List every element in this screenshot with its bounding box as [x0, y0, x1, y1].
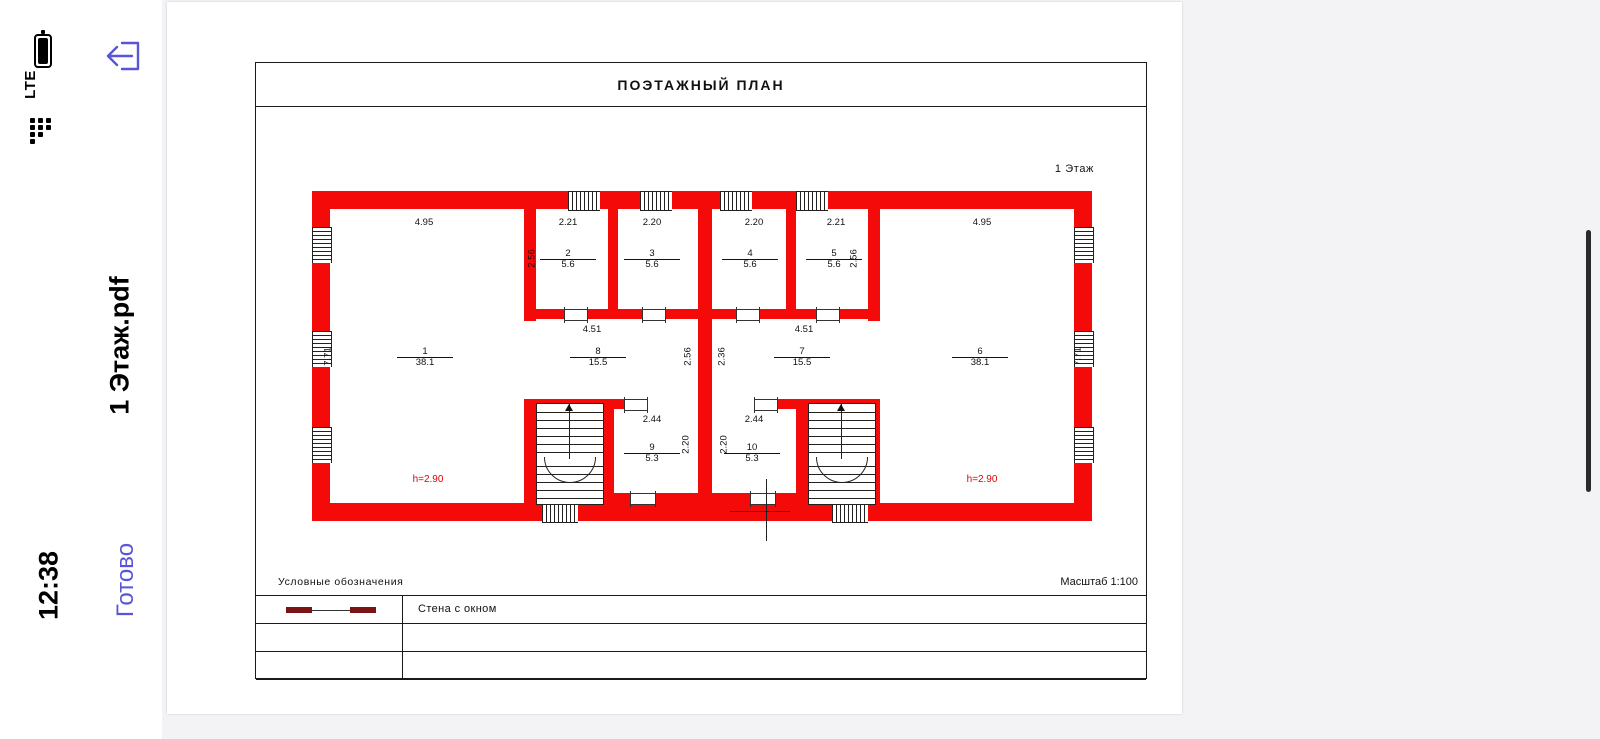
room-number: 7 [774, 347, 830, 358]
interior-wall [868, 191, 880, 321]
pdf-viewer[interactable] [162, 0, 1600, 739]
floor-label: 1 Этаж [1054, 163, 1094, 175]
entry-axis [766, 479, 767, 541]
left-rail [0, 0, 162, 739]
room-label [724, 443, 780, 464]
dimension-label: 7.71 [322, 347, 334, 366]
dimension-label: 2.44 [744, 414, 764, 425]
dimension-label: 2.20 [680, 435, 692, 454]
stair-axis [569, 403, 570, 459]
dimension-label: 2.21 [826, 217, 846, 228]
legend-caption: Условные обозначения [278, 576, 404, 588]
room-label [540, 249, 596, 270]
room-label [624, 443, 680, 464]
room-label [722, 249, 778, 270]
interior-wall [786, 191, 796, 309]
dimension-label: 2.56 [682, 347, 694, 366]
dimension-label: 4.95 [414, 217, 434, 228]
room-label [806, 249, 862, 270]
wall-with-window-symbol [286, 607, 376, 613]
interior-wall [608, 191, 618, 309]
room-area: 5.6 [743, 258, 757, 270]
dimension-label: 4.51 [794, 324, 814, 335]
legend-row [256, 596, 1146, 624]
dimension-label: 2.36 [716, 347, 728, 366]
window [1074, 227, 1094, 263]
door [754, 399, 778, 411]
stair-axis [841, 403, 842, 459]
legend-row-label: Стена с окном [418, 603, 497, 615]
room-number: 4 [722, 249, 778, 260]
dimension-label: 2.44 [642, 414, 662, 425]
window [832, 503, 868, 523]
door [750, 493, 776, 505]
door [624, 399, 648, 411]
interior-wall [698, 191, 712, 309]
room-area: 38.1 [415, 356, 435, 368]
legend-row [256, 624, 1146, 652]
staircase [808, 403, 876, 505]
interior-wall [614, 493, 698, 503]
window [720, 191, 752, 211]
dimension-label: 2.21 [558, 217, 578, 228]
room-area: 15.5 [792, 356, 812, 368]
interior-wall [524, 309, 698, 319]
dimension-label: 2.20 [744, 217, 764, 228]
window [796, 191, 828, 211]
room-number: 6 [952, 347, 1008, 358]
ceiling-height-label: h=2.90 [412, 474, 444, 485]
dimension-label: 4.95 [972, 217, 992, 228]
dimension-label: 2.20 [642, 217, 662, 228]
stair-direction-arrow [837, 404, 845, 411]
window [1074, 427, 1094, 463]
drawing-title: ПОЭТАЖНЫЙ ПЛАН [256, 63, 1146, 107]
room-area: 5.6 [561, 258, 575, 270]
room-area: 5.3 [645, 452, 659, 464]
done-button[interactable]: Готово [112, 542, 139, 618]
room-area: 5.6 [827, 258, 841, 270]
stair-direction-arrow [565, 404, 573, 411]
floor-plan-drawing [312, 191, 1092, 531]
room-area: 5.6 [645, 258, 659, 270]
room-area: 38.1 [970, 356, 990, 368]
ceiling-height-label: h=2.90 [966, 474, 998, 485]
dimension-label: 2.20 [718, 435, 730, 454]
room-number: 1 [397, 347, 453, 358]
back-arrow-icon[interactable] [100, 32, 148, 76]
door [816, 309, 840, 321]
room-number: 9 [624, 443, 680, 454]
document-title: 1 Этаж.pdf [104, 276, 135, 415]
room-number: 5 [806, 249, 862, 260]
room-label [397, 347, 453, 368]
door [564, 309, 588, 321]
legend-row [256, 652, 1146, 680]
window [542, 503, 578, 523]
room-area: 5.3 [745, 452, 759, 464]
window [312, 227, 332, 263]
staircase [536, 403, 604, 505]
dimension-label: 4.51 [582, 324, 602, 335]
scale-label: Масштаб 1:100 [1060, 576, 1138, 588]
interior-wall [524, 399, 536, 503]
window [640, 191, 672, 211]
room-number: 3 [624, 249, 680, 260]
room-label [624, 249, 680, 270]
window [312, 427, 332, 463]
network-type-label: LTE [21, 70, 39, 99]
room-area: 15.5 [588, 356, 608, 368]
room-number: 2 [540, 249, 596, 260]
vertical-scrollbar[interactable] [1586, 230, 1591, 492]
interior-wall [698, 309, 712, 521]
legend-table [256, 595, 1146, 680]
door [642, 309, 666, 321]
entry-axis [730, 511, 790, 512]
interior-wall [796, 399, 808, 503]
dimension-label: 2.56 [848, 249, 860, 268]
door [736, 309, 760, 321]
dimension-label: 7.71 [1072, 347, 1084, 366]
room-label [570, 347, 626, 368]
battery-icon [22, 30, 64, 72]
clock-label: 12:38 [33, 550, 64, 621]
room-number: 8 [570, 347, 626, 358]
window [568, 191, 600, 211]
room-number: 10 [724, 443, 780, 454]
pdf-page [167, 2, 1182, 714]
room-label [952, 347, 1008, 368]
door [630, 493, 656, 505]
room-label [774, 347, 830, 368]
drawing-frame [255, 62, 1147, 679]
signal-dots-icon [30, 118, 60, 158]
dimension-label: 2.56 [526, 249, 538, 268]
